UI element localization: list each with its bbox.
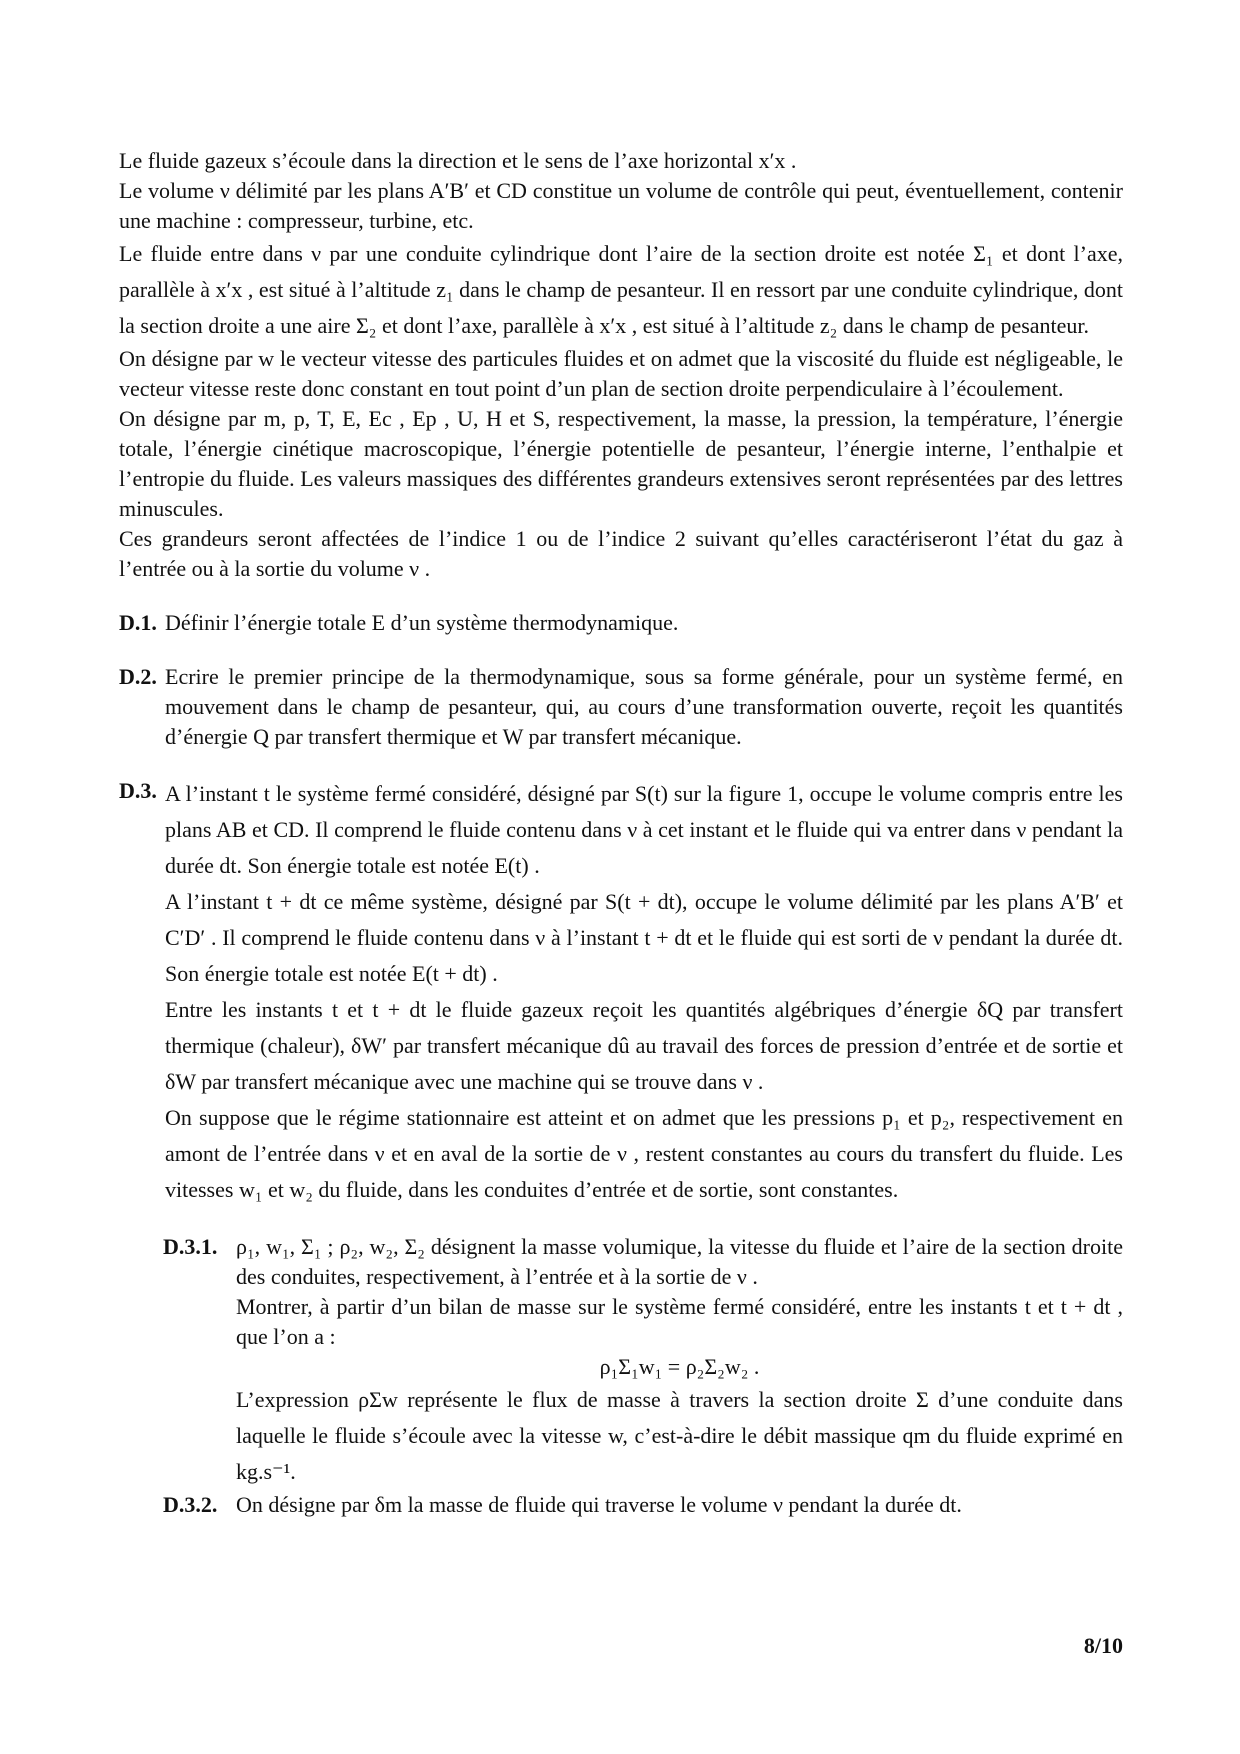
question-paragraph: ρ₁, w₁, Σ₁ ; ρ₂, w₂, Σ₂ désignent la masse volumique, la vitesse du fluide et l’aire de la section droite des conduites, respectivement, à l’entrée et à la sortie de ν . [236, 1234, 1123, 1289]
question-d3-2 [163, 1490, 1123, 1520]
question-paragraph: Entre les instants t et t + dt le fluide gazeux reçoit les quantités algébriques d’énergie δQ par transfert thermique (chaleur), δW′ par transfert mécanique dû au travail des forces de pression d’entrée et de sortie et δW par transfert mécanique avec une machine qui se trouve dans ν . [165, 997, 1123, 1094]
question-d3 [119, 776, 1123, 1208]
intro-paragraph: Le fluide entre dans ν par une conduite cylindrique dont l’aire de la section droite est notée Σ₁ et dont l’axe, parallèle à x′x , est situé à l’altitude z₁ dans le champ de pesanteur. Il en ressort par une conduite cylindrique, dont la section droite a une aire Σ₂ et dont l’axe, parallèle à x′x , est situé à l’altitude z₂ dans le champ de pesanteur. [119, 241, 1123, 338]
intro-paragraph: Le volume ν délimité par les plans A′B′ et CD constitue un volume de contrôle qui peut, éventuellement, contenir une machine : compresseur, turbine, etc. [119, 178, 1123, 233]
document-body [119, 146, 1123, 1520]
question-d1 [119, 608, 1123, 638]
intro-paragraph: Ces grandeurs seront affectées de l’indice 1 ou de l’indice 2 suivant qu’elles caractériseront l’état du gaz à l’entrée ou à la sortie du volume ν . [119, 526, 1123, 581]
intro-paragraph: On désigne par w le vecteur vitesse des particules fluides et on admet que la viscosité du fluide est négligeable, le vecteur vitesse reste donc constant en tout point d’un plan de section droite perpendiculaire à l’écoulement. [119, 346, 1123, 401]
question-label: D.3. [119, 778, 157, 803]
intro-paragraph: Le fluide gazeux s’écoule dans la direction et le sens de l’axe horizontal x′x . [119, 148, 797, 173]
question-d3-1 [163, 1232, 1123, 1490]
equation-mass-flow: ρ₁Σ₁w₁ = ρ₂Σ₂w₂ . [599, 1354, 760, 1379]
question-text: Ecrire le premier principe de la thermodynamique, sous sa forme générale, pour un système fermé, en mouvement dans le champ de pesanteur, qui, au cours d’une transformation ouverte, reçoit les quantités d’énergie Q par transfert thermique et W par transfert mécanique. [165, 664, 1123, 749]
question-label: D.1. [119, 610, 157, 635]
question-label: D.2. [119, 664, 157, 689]
question-label: D.3.1. [163, 1234, 218, 1259]
question-paragraph: A l’instant t le système fermé considéré, désigné par S(t) sur la figure 1, occupe le volume compris entre les plans AB et CD. Il comprend le fluide contenu dans ν à cet instant et le fluide qui va entrer dans ν pendant la durée dt. Son énergie totale est notée E(t) . [165, 781, 1123, 878]
intro-paragraph: On désigne par m, p, T, E, Ec , Ep , U, H et S, respectivement, la masse, la pression, la température, l’énergie totale, l’énergie cinétique macroscopique, l’énergie potentielle de pesanteur, l’énergie interne, l’enthalpie et l’entropie du fluide. Les valeurs massiques des différentes grandeurs extensives seront représentées par des lettres minuscules. [119, 406, 1123, 521]
question-label: D.3.2. [163, 1492, 218, 1517]
question-text: On désigne par δm la masse de fluide qui traverse le volume ν pendant la durée dt. [236, 1492, 962, 1517]
page-number: 8/10 [1083, 1633, 1123, 1658]
question-d2 [119, 662, 1123, 752]
question-paragraph: A l’instant t + dt ce même système, désigné par S(t + dt), occupe le volume délimité par les plans A′B′ et C′D′ . Il comprend le fluide contenu dans ν à l’instant t + dt et le fluide qui est sorti de ν pendant la durée dt. Son énergie totale est notée E(t + dt) . [165, 889, 1123, 986]
question-text: Définir l’énergie totale E d’un système thermodynamique. [165, 610, 679, 635]
question-paragraph: L’expression ρΣw représente le flux de masse à travers la section droite Σ d’une conduite dans laquelle le fluide s’écoule avec la vitesse w, c’est-à-dire le débit massique qm du fluide exprimé en kg.s⁻¹. [236, 1387, 1123, 1484]
question-paragraph: On suppose que le régime stationnaire est atteint et on admet que les pressions p₁ et p₂, respectivement en amont de l’entrée dans ν et en aval de la sortie de ν , restent constantes au cours du transfert du fluide. Les vitesses w₁ et w₂ du fluide, dans les conduites d’entrée et de sortie, sont constantes. [165, 1105, 1123, 1202]
question-paragraph: Montrer, à partir d’un bilan de masse sur le système fermé considéré, entre les instants t et t + dt , que l’on a : [236, 1294, 1123, 1349]
